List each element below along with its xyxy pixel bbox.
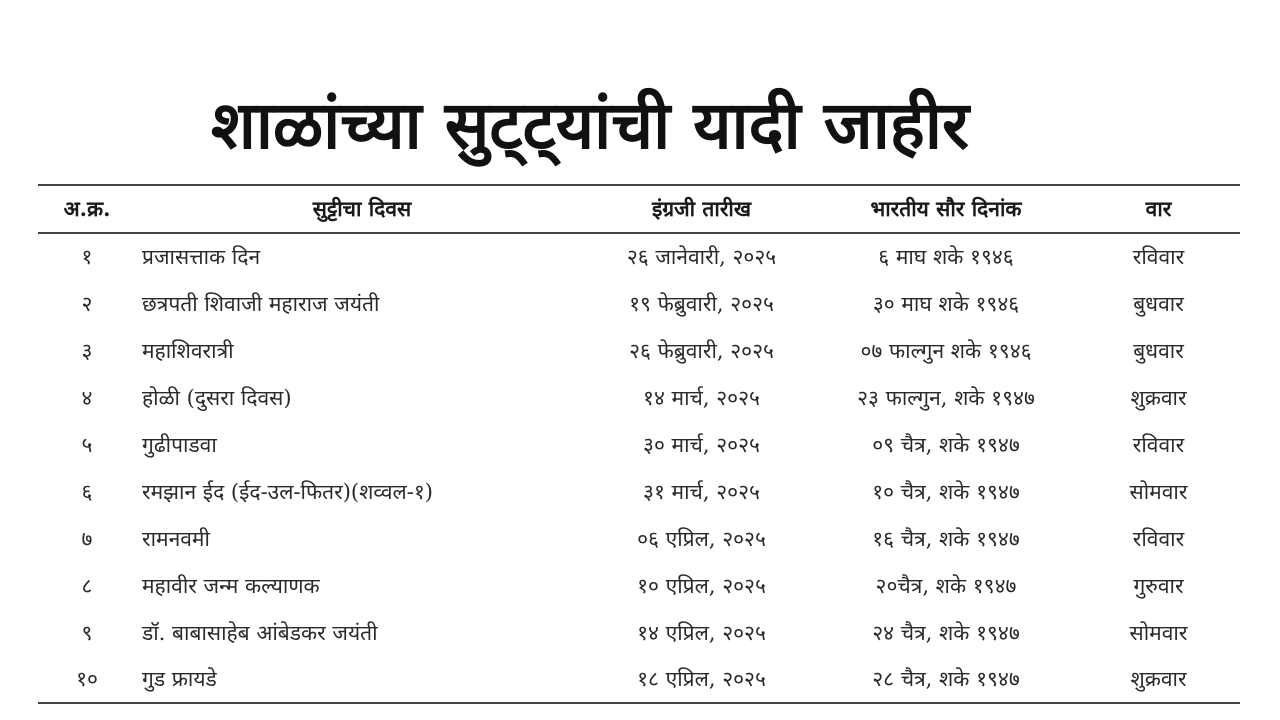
- table-row: [38, 609, 1240, 656]
- cell-holiday: महाशिवरात्री: [142, 338, 234, 363]
- header-english-date: इंग्रजी तारीख: [588, 185, 815, 233]
- cell-indian-date: ०७ फाल्गुन शके १९४६: [860, 338, 1032, 363]
- table-row: [38, 374, 1240, 421]
- cell-indian-date: ३० माघ शके १९४६: [872, 291, 1020, 316]
- cell-serial: ६: [81, 479, 93, 504]
- table-row: [38, 280, 1240, 327]
- table-row: [38, 421, 1240, 468]
- header-row: [38, 185, 1240, 233]
- cell-english-date: १४ एप्रिल, २०२५: [637, 620, 766, 645]
- cell-holiday: गुड फ्रायडे: [136, 656, 588, 703]
- table-body: [38, 233, 1240, 703]
- cell-english-date: ०६ एप्रिल, २०२५: [637, 526, 766, 551]
- cell-holiday: छत्रपती शिवाजी महाराज जयंती: [142, 291, 380, 316]
- cell-english-date: २६ जानेवारी, २०२५: [626, 245, 777, 269]
- table-row: [38, 233, 1240, 280]
- cell-holiday: रामनवमी: [142, 526, 210, 551]
- table-row: [38, 327, 1240, 374]
- header-weekday: वार: [1077, 185, 1240, 233]
- cell-serial: २: [81, 291, 93, 316]
- cell-english-date: ३० मार्च, २०२५: [643, 432, 760, 457]
- table-row: [38, 562, 1240, 609]
- cell-weekday: रविवार: [1132, 526, 1185, 551]
- cell-english-date: १८ एप्रिल, २०२५: [588, 656, 815, 703]
- cell-weekday: शुक्रवार: [1130, 385, 1187, 410]
- cell-indian-date: ०९ चैत्र, शके १९४७: [872, 432, 1020, 457]
- cell-indian-date: २०चैत्र, शके १९४७: [875, 573, 1017, 598]
- cell-weekday: गुरुवार: [1133, 573, 1184, 598]
- cell-serial: १: [81, 245, 93, 269]
- cell-holiday: महावीर जन्म कल्याणक: [142, 573, 320, 598]
- cell-serial: ५: [81, 432, 93, 457]
- table-header: [38, 185, 1240, 233]
- holiday-table: [38, 184, 1240, 704]
- cell-serial: १०: [38, 656, 136, 703]
- cell-english-date: १४ मार्च, २०२५: [643, 385, 760, 410]
- cell-indian-date: १६ चैत्र, शके १९४७: [872, 526, 1020, 551]
- cell-weekday: सोमवार: [1129, 620, 1188, 645]
- cell-english-date: १० एप्रिल, २०२५: [637, 573, 766, 598]
- cell-indian-date: १० चैत्र, शके १९४७: [872, 479, 1020, 504]
- cell-weekday: सोमवार: [1129, 479, 1188, 504]
- cell-serial: ८: [81, 573, 93, 598]
- cell-weekday: रविवार: [1132, 245, 1185, 269]
- cell-indian-date: ६ माघ शके १९४६: [878, 245, 1014, 269]
- cell-indian-date: २४ चैत्र, शके १९४७: [872, 620, 1020, 645]
- cell-indian-date: २८ चैत्र, शके १९४७: [815, 656, 1077, 703]
- header-serial: अ.क्र.: [38, 185, 136, 233]
- header-indian-date: भारतीय सौर दिनांक: [815, 185, 1077, 233]
- cell-holiday: गुढीपाडवा: [142, 432, 217, 457]
- cell-weekday: शुक्रवार: [1077, 656, 1240, 703]
- cell-weekday: बुधवार: [1133, 291, 1184, 316]
- cell-english-date: २६ फेब्रुवारी, २०२५: [629, 338, 774, 363]
- table-row: [38, 515, 1240, 562]
- cell-weekday: बुधवार: [1133, 338, 1184, 363]
- holiday-table-container: [38, 184, 1188, 704]
- table-row: [38, 468, 1240, 515]
- cell-english-date: ३१ मार्च, २०२५: [643, 479, 760, 504]
- cell-holiday: रमझान ईद (ईद-उल-फितर)(शव्वल-१): [142, 479, 433, 504]
- header-holiday: सुट्टीचा दिवस: [136, 185, 588, 233]
- cell-serial: ९: [81, 620, 93, 645]
- cell-holiday: डॉ. बाबासाहेब आंबेडकर जयंती: [142, 620, 378, 645]
- cell-serial: ७: [81, 526, 93, 551]
- cell-holiday: होळी (दुसरा दिवस): [142, 385, 292, 410]
- cell-weekday: रविवार: [1132, 432, 1185, 457]
- cell-serial: ४: [81, 385, 93, 410]
- headline: शाळांच्या सुट्ट्यांची यादी जाहीर: [211, 87, 969, 165]
- cell-indian-date: २३ फाल्गुन, शके १९४७: [857, 385, 1035, 410]
- cell-serial: ३: [81, 338, 93, 363]
- cell-english-date: १९ फेब्रुवारी, २०२५: [629, 291, 774, 316]
- cell-holiday: प्रजासत्ताक दिन: [142, 245, 261, 269]
- table-row: [38, 656, 1240, 703]
